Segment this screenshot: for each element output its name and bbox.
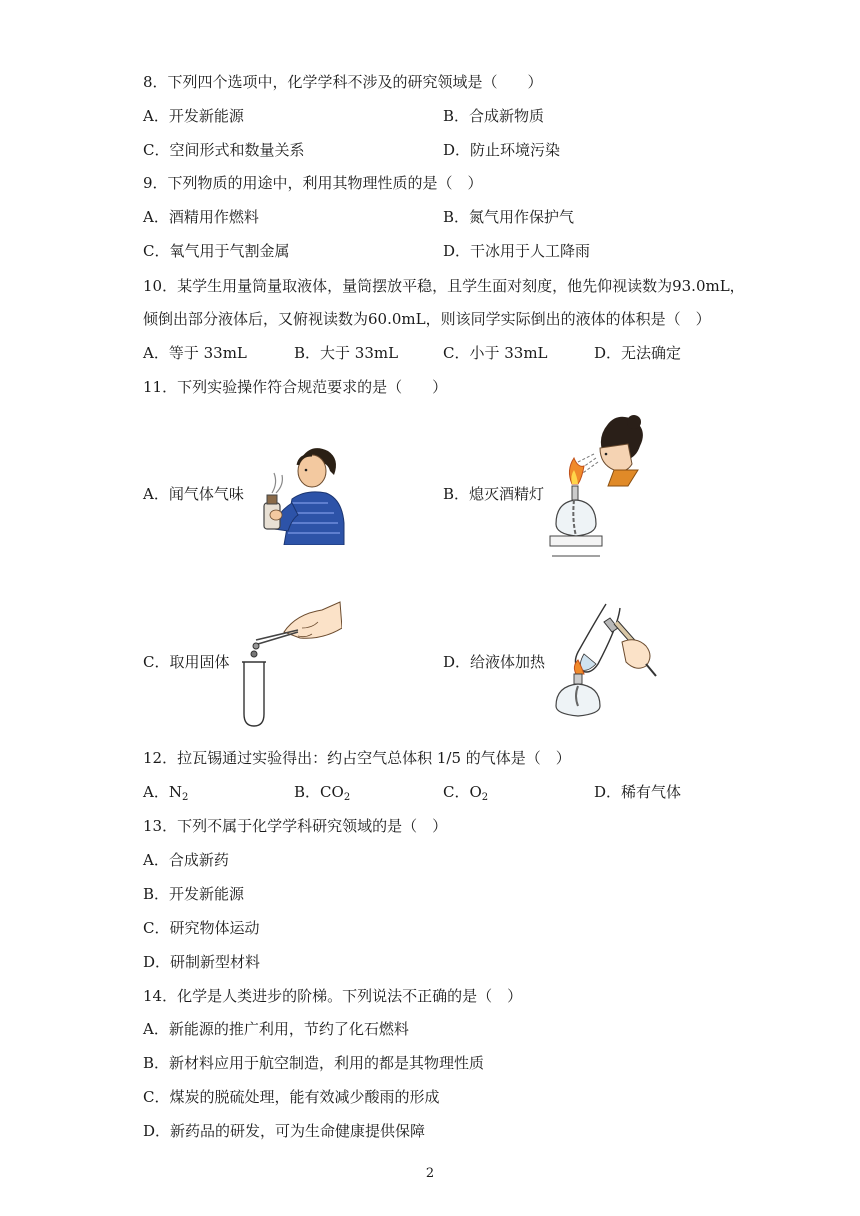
q12-option-c[interactable] bbox=[443, 782, 488, 808]
q12-option-b-subscript: 2 bbox=[343, 792, 351, 803]
q12-option-b-label: B．CO bbox=[294, 783, 344, 801]
q9-option-d[interactable]: D．干冰用于人工降雨 bbox=[443, 242, 591, 260]
heating-liquid-test-tube-illustration bbox=[548, 602, 660, 720]
q11-option-a[interactable]: A．闻气体气味 bbox=[143, 485, 244, 503]
q8-option-d[interactable]: D．防止环境污染 bbox=[443, 141, 561, 159]
q14-option-d[interactable]: D．新药品的研发，可为生命健康提供保障 bbox=[143, 1122, 426, 1140]
question-12-stem: 12．拉瓦锡通过实验得出：约占空气总体积 1/5 的气体是（ ） bbox=[143, 749, 571, 767]
q11-option-b[interactable]: B．熄灭酒精灯 bbox=[443, 485, 545, 503]
q12-option-c-label: C．O bbox=[443, 783, 482, 801]
page-number: 2 bbox=[425, 1166, 435, 1181]
question-10-stem-cont: 倾倒出部分液体后，又俯视读数为60.0mL，则该同学实际倒出的液体的体积是（ ） bbox=[143, 310, 711, 328]
q9-option-b[interactable]: B．氮气用作保护气 bbox=[443, 208, 575, 226]
q10-option-c[interactable]: C．小于 33mL bbox=[443, 344, 548, 362]
q13-option-c[interactable]: C．研究物体运动 bbox=[143, 919, 260, 937]
q11-option-c[interactable]: C．取用固体 bbox=[143, 653, 230, 671]
q10-option-a[interactable]: A．等于 33mL bbox=[143, 344, 247, 362]
q14-option-b[interactable]: B．新材料应用于航空制造，利用的都是其物理性质 bbox=[143, 1054, 485, 1072]
question-10-stem: 10．某学生用量筒量取液体，量筒摆放平稳，且学生面对刻度，他先仰视读数为93.0mL， bbox=[143, 277, 745, 295]
q12-option-c-subscript: 2 bbox=[481, 792, 489, 803]
q8-option-a[interactable]: A．开发新能源 bbox=[143, 107, 244, 125]
forceps-solid-test-tube-illustration bbox=[238, 600, 342, 728]
question-11-stem: 11．下列实验操作符合规范要求的是（ ） bbox=[143, 378, 448, 396]
q13-option-d[interactable]: D．研制新型材料 bbox=[143, 953, 261, 971]
q12-option-b[interactable] bbox=[294, 782, 350, 808]
q14-option-a[interactable]: A．新能源的推广利用，节约了化石燃料 bbox=[143, 1020, 409, 1038]
q9-option-a[interactable]: A．酒精用作燃料 bbox=[143, 208, 259, 226]
q12-option-a-label: A．N bbox=[143, 783, 182, 801]
q10-option-b[interactable]: B．大于 33mL bbox=[294, 344, 399, 362]
question-14-stem: 14．化学是人类进步的阶梯。下列说法不正确的是（ ） bbox=[143, 987, 523, 1005]
q12-option-a[interactable] bbox=[143, 782, 188, 808]
q8-option-c[interactable]: C．空间形式和数量关系 bbox=[143, 141, 305, 159]
q13-option-a[interactable]: A．合成新药 bbox=[143, 851, 229, 869]
question-13-stem: 13．下列不属于化学学科研究领域的是（ ） bbox=[143, 817, 448, 835]
q12-option-a-subscript: 2 bbox=[181, 792, 189, 803]
q14-option-c[interactable]: C．煤炭的脱硫处理，能有效减少酸雨的形成 bbox=[143, 1088, 440, 1106]
question-9-stem: 9．下列物质的用途中，利用其物理性质的是（ ） bbox=[143, 174, 483, 192]
boy-smelling-gas-illustration bbox=[262, 443, 346, 545]
q10-option-d[interactable]: D．无法确定 bbox=[594, 344, 682, 362]
q9-option-c[interactable]: C．氧气用于气割金属 bbox=[143, 242, 290, 260]
q8-option-b[interactable]: B．合成新物质 bbox=[443, 107, 545, 125]
question-8-stem: 8．下列四个选项中，化学学科不涉及的研究领域是（ ） bbox=[143, 73, 543, 91]
q11-option-d[interactable]: D．给液体加热 bbox=[443, 653, 546, 671]
q12-option-d[interactable]: D．稀有气体 bbox=[594, 783, 682, 801]
girl-extinguishing-lamp-illustration bbox=[548, 414, 652, 564]
q13-option-b[interactable]: B．开发新能源 bbox=[143, 885, 245, 903]
